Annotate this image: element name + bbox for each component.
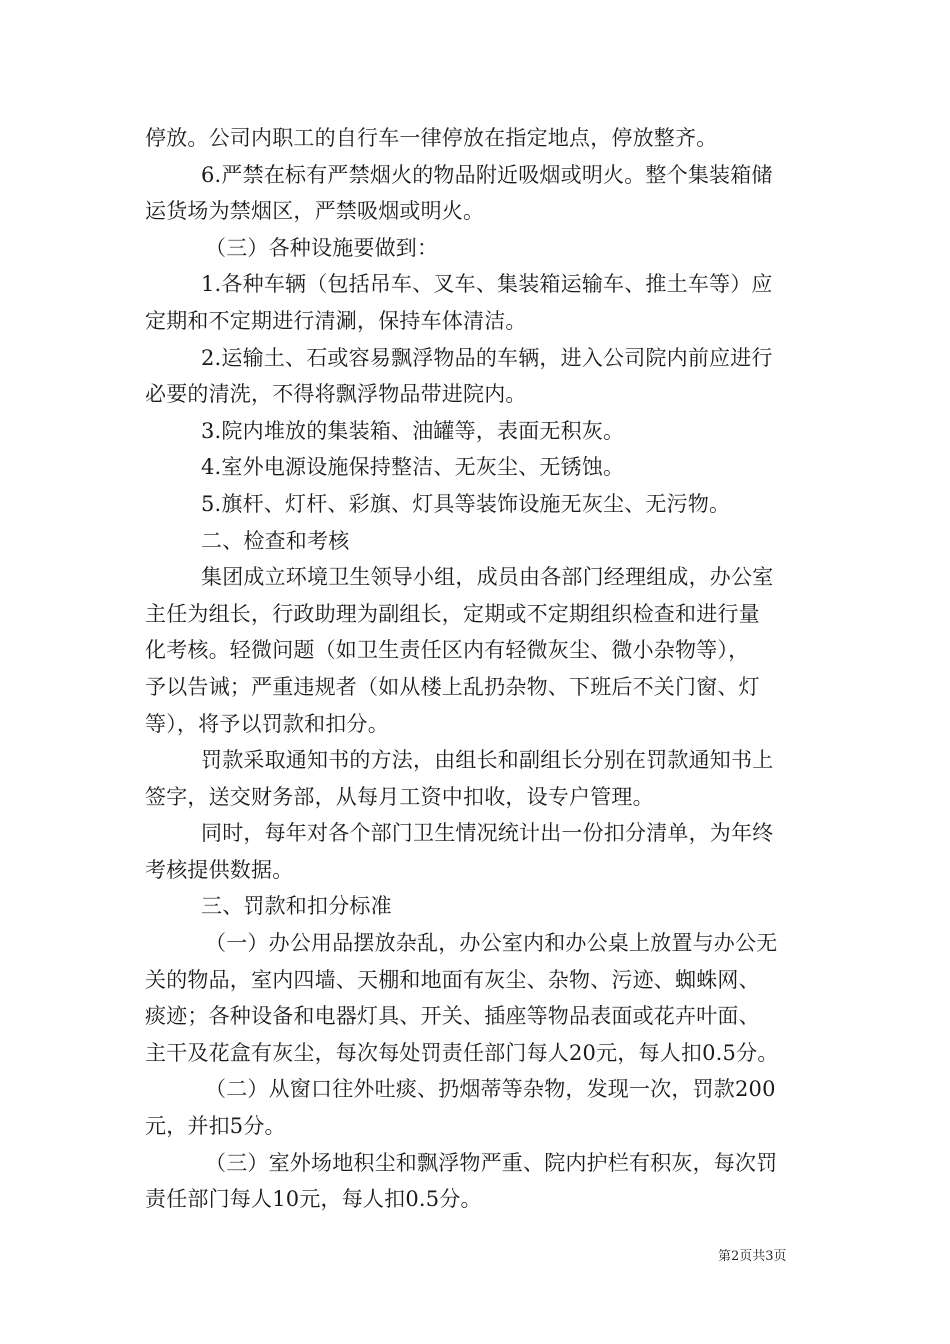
paragraph-line: 运货场为禁烟区，严禁吸烟或明火。 — [145, 199, 485, 224]
paragraph-line: 1.各种车辆（包括吊车、叉车、集装箱运输车、推土车等）应 — [201, 272, 773, 297]
section-heading: 三、罚款和扣分标准 — [201, 894, 392, 919]
paragraph-line: 等），将予以罚款和扣分。 — [145, 711, 389, 736]
paragraph-line: 责任部门每人10元，每人扣0.5分。 — [145, 1187, 482, 1212]
paragraph-line: 5.旗杆、灯杆、彩旗、灯具等装饰设施无灰尘、无污物。 — [201, 491, 731, 516]
paragraph-line: 同时，每年对各个部门卫生情况统计出一份扣分清单，为年终 — [201, 821, 774, 846]
section-subheading: （三）各种设施要做到： — [205, 235, 439, 260]
page-number: 第2页共3页 — [718, 1249, 787, 1264]
paragraph-line: （三）室外场地积尘和飘浮物严重、院内护栏有积灰，每次罚 — [205, 1150, 778, 1175]
paragraph-line: 主干及花盒有灰尘，每次每处罚责任部门每人20元，每人扣0.5分。 — [145, 1040, 779, 1065]
paragraph-line: 4.室外电源设施保持整洁、无灰尘、无锈蚀。 — [201, 455, 625, 480]
paragraph-line: 必要的清洗，不得将飘浮物品带进院内。 — [145, 382, 527, 407]
section-heading: 二、检查和考核 — [201, 528, 350, 553]
paragraph-line: 予以告诫；严重违规者（如从楼上乱扔杂物、下班后不关门窗、灯 — [145, 674, 760, 699]
paragraph-line: 罚款采取通知书的方法，由组长和副组长分别在罚款通知书上 — [201, 748, 774, 773]
paragraph-line: 3.院内堆放的集装箱、油罐等，表面无积灰。 — [201, 418, 625, 443]
paragraph-line: 签字，送交财务部，从每月工资中扣收，设专户管理。 — [145, 784, 654, 809]
paragraph-line: 6.严禁在标有严禁烟火的物品附近吸烟或明火。整个集装箱储 — [201, 162, 773, 187]
paragraph-line: 元，并扣5分。 — [145, 1114, 286, 1139]
paragraph-line: 2.运输土、石或容易飘浮物品的车辆，进入公司院内前应进行 — [201, 345, 773, 370]
paragraph-line: 痰迹；各种设备和电器灯具、开关、插座等物品表面或花卉叶面、 — [145, 1004, 760, 1029]
paragraph-line: 集团成立环境卫生领导小组，成员由各部门经理组成，办公室 — [201, 565, 774, 590]
paragraph-line: 考核提供数据。 — [145, 857, 294, 882]
paragraph-line: 停放。公司内职工的自行车一律停放在指定地点，停放整齐。 — [145, 126, 718, 150]
paragraph-line: 关的物品，室内四墙、天棚和地面有灰尘、杂物、污迹、蜘蛛网、 — [145, 967, 760, 992]
paragraph-line: （二）从窗口往外吐痰、扔烟蒂等杂物，发现一次，罚款200 — [205, 1077, 776, 1102]
paragraph-line: （一）办公用品摆放杂乱，办公室内和办公桌上放置与办公无 — [205, 931, 778, 956]
document-body — [145, 120, 810, 1218]
paragraph-line: 主任为组长，行政助理为副组长，定期或不定期组织检查和进行量 — [145, 601, 760, 626]
paragraph-line: 定期和不定期进行清涮，保持车体清洁。 — [145, 308, 527, 333]
paragraph-line: 化考核。轻微问题（如卫生责任区内有轻微灰尘、微小杂物等）， — [145, 638, 750, 663]
